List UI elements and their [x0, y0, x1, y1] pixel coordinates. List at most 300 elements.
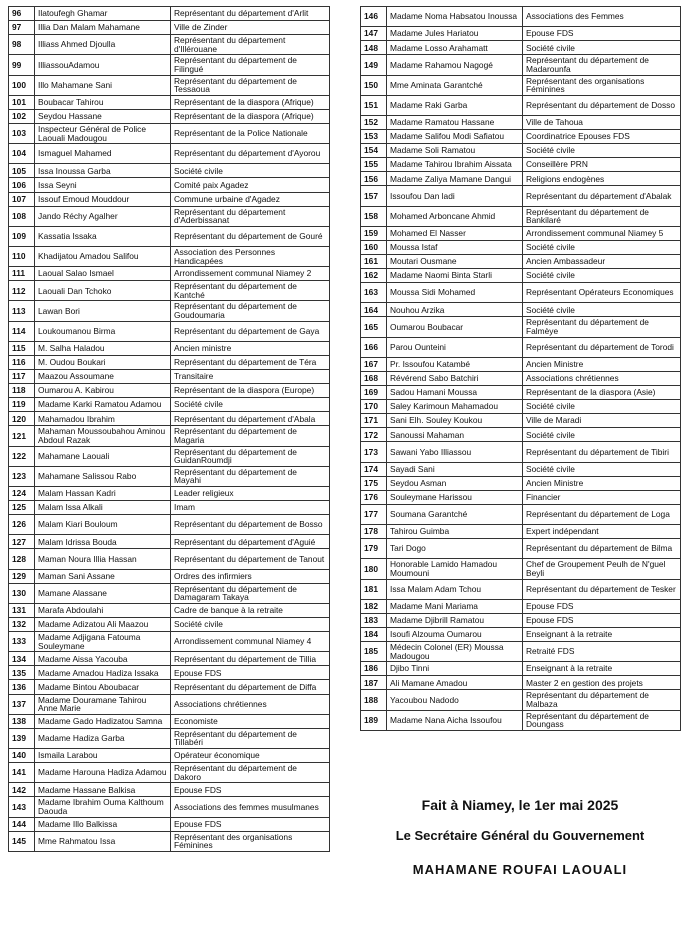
row-number: 118 [9, 384, 35, 398]
member-role: Epouse FDS [171, 783, 330, 797]
place-and-date: Fait à Niamey, le 1er mai 2025 [421, 797, 619, 813]
member-name: Laouali Dan Tchoko [35, 281, 171, 301]
member-role: Représentant du département de GuidanRoumdji [171, 446, 330, 466]
table-row [9, 749, 330, 763]
row-number: 105 [9, 164, 35, 178]
member-name: Mahamane Salissou Rabo [35, 466, 171, 486]
member-role: Représentant du département de Madarounfa [523, 55, 681, 75]
left-members-table [8, 6, 330, 852]
member-name: Illia Dan Malam Mahamane [35, 21, 171, 35]
member-name: Madame Ibrahim Ouma Kalthoum Daouda [35, 797, 171, 817]
table-row [361, 357, 681, 371]
table-row [9, 412, 330, 426]
table-row [9, 632, 330, 652]
row-number: 159 [361, 226, 387, 240]
member-name: Madame Tahirou Ibrahim Aissata [387, 158, 523, 172]
member-role: Représentant du département d'Aderbissanat [171, 206, 330, 226]
member-name: Tari Dogo [387, 539, 523, 559]
row-number: 165 [361, 317, 387, 337]
table-row [9, 728, 330, 748]
row-number: 184 [361, 627, 387, 641]
member-role: Retraité FDS [523, 641, 681, 661]
member-name: Mahaman Moussoubahou Aminou Abdoul Razak [35, 426, 171, 446]
table-row [9, 384, 330, 398]
member-role: Epouse FDS [171, 666, 330, 680]
row-number: 140 [9, 749, 35, 763]
row-number: 166 [361, 337, 387, 357]
table-row [361, 283, 681, 303]
table-row [9, 763, 330, 783]
row-number: 180 [361, 559, 387, 579]
member-role: Enseignant à la retraite [523, 662, 681, 676]
member-role: Conseillère PRN [523, 158, 681, 172]
right-table-body [361, 7, 681, 731]
table-row [9, 535, 330, 549]
row-number: 108 [9, 206, 35, 226]
table-row [361, 641, 681, 661]
member-role: Société civile [523, 303, 681, 317]
member-role: Représentant du département d'Abalak [523, 186, 681, 206]
row-number: 144 [9, 817, 35, 831]
row-number: 120 [9, 412, 35, 426]
row-number: 161 [361, 254, 387, 268]
row-number: 176 [361, 490, 387, 504]
row-number: 181 [361, 579, 387, 599]
member-role: Représentant de la diaspora (Europe) [171, 384, 330, 398]
member-role: Ancien Ministre [523, 476, 681, 490]
table-row [9, 206, 330, 226]
member-name: Madame Zaliya Mamane Dangui [387, 172, 523, 186]
table-row [9, 466, 330, 486]
member-role: Représentant du département de Tillabéri [171, 728, 330, 748]
member-name: Issoufou Dan ladi [387, 186, 523, 206]
member-name: Madame Nana Aicha Issoufou [387, 710, 523, 730]
member-name: Révérend Sabo Batchiri [387, 371, 523, 385]
table-row [9, 797, 330, 817]
member-role: Représentant du département d'Aguié [171, 535, 330, 549]
table-row [9, 652, 330, 666]
row-number: 112 [9, 281, 35, 301]
member-role: Leader religieux [171, 486, 330, 500]
member-name: Moussa Istaf [387, 240, 523, 254]
member-role: Comité paix Agadez [171, 178, 330, 192]
member-role: Ancien Ambassadeur [523, 254, 681, 268]
table-row [361, 115, 681, 129]
table-row [9, 55, 330, 75]
table-row [9, 680, 330, 694]
member-name: Madame Bintou Aboubacar [35, 680, 171, 694]
row-number: 119 [9, 398, 35, 412]
row-number: 135 [9, 666, 35, 680]
member-name: Madame Karki Ramatou Adamou [35, 398, 171, 412]
member-role: Société civile [171, 617, 330, 631]
row-number: 185 [361, 641, 387, 661]
row-number: 182 [361, 599, 387, 613]
member-role: Société civile [523, 269, 681, 283]
member-name: Sawani Yabo Illiassou [387, 442, 523, 462]
member-name: Nouhou Arzika [387, 303, 523, 317]
member-role: Ville de Zinder [171, 21, 330, 35]
row-number: 170 [361, 400, 387, 414]
row-number: 142 [9, 783, 35, 797]
table-row [9, 301, 330, 321]
member-name: Parou Ounteini [387, 337, 523, 357]
row-number: 153 [361, 130, 387, 144]
table-row [361, 662, 681, 676]
row-number: 127 [9, 535, 35, 549]
table-row [9, 486, 330, 500]
table-row [361, 386, 681, 400]
table-row [9, 75, 330, 95]
row-number: 98 [9, 35, 35, 55]
member-role: Représentant du département de Téra [171, 355, 330, 369]
member-role: Arrondissement communal Niamey 4 [171, 632, 330, 652]
row-number: 173 [361, 442, 387, 462]
member-name: Mohamed El Nasser [387, 226, 523, 240]
member-role: Ordres des infirmiers [171, 569, 330, 583]
member-role: Epouse FDS [523, 27, 681, 41]
member-role: Enseignant à la retraite [523, 627, 681, 641]
member-role: Arrondissement communal Niamey 2 [171, 267, 330, 281]
member-role: Chef de Groupement Peulh de N'guel Beyli [523, 559, 681, 579]
member-name: Madame Gado Hadizatou Samna [35, 714, 171, 728]
member-name: Madame Aissa Yacouba [35, 652, 171, 666]
member-name: Moutari Ousmane [387, 254, 523, 268]
row-number: 132 [9, 617, 35, 631]
member-name: Malam Issa Alkali [35, 501, 171, 515]
member-role: Représentant de la diaspora (Afrique) [171, 109, 330, 123]
table-row [9, 370, 330, 384]
member-name: Mohamed Arboncane Ahmid [387, 206, 523, 226]
member-name: Maman Sani Assane [35, 569, 171, 583]
table-row [9, 446, 330, 466]
member-role: Société civile [523, 240, 681, 254]
row-number: 97 [9, 21, 35, 35]
member-name: Soumana Garantché [387, 504, 523, 524]
member-name: Madame Soli Ramatou [387, 144, 523, 158]
row-number: 172 [361, 428, 387, 442]
member-role: Représentant du département d'Illérouane [171, 35, 330, 55]
member-name: Mamane Alassane [35, 583, 171, 603]
row-number: 150 [361, 75, 387, 95]
row-number: 103 [9, 123, 35, 143]
member-role: Expert indépendant [523, 525, 681, 539]
member-name: Souleymane Harissou [387, 490, 523, 504]
member-role: Religions endogènes [523, 172, 681, 186]
member-name: Madame Hassane Balkisa [35, 783, 171, 797]
row-number: 148 [361, 41, 387, 55]
row-number: 151 [361, 95, 387, 115]
table-row [9, 694, 330, 714]
row-number: 130 [9, 583, 35, 603]
member-name: Jando Réchy Agalher [35, 206, 171, 226]
table-row [361, 269, 681, 283]
member-role: Ancien Ministre [523, 357, 681, 371]
member-name: M. Oudou Boukari [35, 355, 171, 369]
table-row [9, 583, 330, 603]
table-row [9, 7, 330, 21]
row-number: 102 [9, 109, 35, 123]
row-number: 133 [9, 632, 35, 652]
member-name: Madame Mani Mariama [387, 599, 523, 613]
member-name: Ali Mamane Amadou [387, 676, 523, 690]
member-name: Madame Adjigana Fatouma Souleymane [35, 632, 171, 652]
member-name: Saley Karimoun Mahamadou [387, 400, 523, 414]
row-number: 96 [9, 7, 35, 21]
member-role: Représentant du département de Gouré [171, 226, 330, 246]
member-role: Représentant du département de Tillia [171, 652, 330, 666]
row-number: 123 [9, 466, 35, 486]
row-number: 113 [9, 301, 35, 321]
member-role: Associations chrétiennes [171, 694, 330, 714]
table-row [361, 476, 681, 490]
table-row [9, 355, 330, 369]
row-number: 149 [361, 55, 387, 75]
member-name: Issa Inoussa Garba [35, 164, 171, 178]
row-number: 145 [9, 831, 35, 851]
table-row [9, 714, 330, 728]
row-number: 139 [9, 728, 35, 748]
member-role: Représentant du département de Tanout [171, 549, 330, 569]
row-number: 183 [361, 613, 387, 627]
member-name: Madame Hadiza Garba [35, 728, 171, 748]
member-role: Ancien ministre [171, 341, 330, 355]
row-number: 177 [361, 504, 387, 524]
table-row [361, 41, 681, 55]
row-number: 147 [361, 27, 387, 41]
member-name: Madame Ramatou Hassane [387, 115, 523, 129]
member-role: Cadre de banque à la retraite [171, 603, 330, 617]
member-name: Sayadi Sani [387, 462, 523, 476]
member-name: Sadou Hamani Moussa [387, 386, 523, 400]
table-row [361, 337, 681, 357]
table-row [9, 831, 330, 851]
table-row [9, 321, 330, 341]
member-name: Madame Djibrill Ramatou [387, 613, 523, 627]
table-row [361, 158, 681, 172]
table-row [361, 599, 681, 613]
row-number: 167 [361, 357, 387, 371]
member-role: Société civile [171, 164, 330, 178]
left-table-body [9, 7, 330, 852]
member-role: Epouse FDS [523, 599, 681, 613]
row-number: 128 [9, 549, 35, 569]
table-row [361, 55, 681, 75]
row-number: 156 [361, 172, 387, 186]
row-number: 136 [9, 680, 35, 694]
table-row [9, 178, 330, 192]
row-number: 109 [9, 226, 35, 246]
row-number: 189 [361, 710, 387, 730]
row-number: 154 [361, 144, 387, 158]
table-row [9, 666, 330, 680]
member-name: Mahamane Laouali [35, 446, 171, 466]
row-number: 101 [9, 95, 35, 109]
member-role: Opérateur économique [171, 749, 330, 763]
member-role: Société civile [523, 400, 681, 414]
member-name: Madame Harouna Hadiza Adamou [35, 763, 171, 783]
member-role: Ville de Tahoua [523, 115, 681, 129]
member-role: Représentant de la Police Nationale [171, 123, 330, 143]
table-row [9, 341, 330, 355]
member-name: Madame Rahamou Nagogé [387, 55, 523, 75]
table-row [9, 192, 330, 206]
row-number: 134 [9, 652, 35, 666]
member-name: Madame Noma Habsatou Inoussa [387, 7, 523, 27]
table-row [9, 21, 330, 35]
member-role: Représentant du département de Bosso [171, 515, 330, 535]
member-role: Représentant du département de Dakoro [171, 763, 330, 783]
member-role: Représentant du département d'Arlit [171, 7, 330, 21]
row-number: 146 [361, 7, 387, 27]
member-name: Pr. Issoufou Katambé [387, 357, 523, 371]
member-role: Représentant du département d'Ayorou [171, 144, 330, 164]
member-role: Représentant du département de Bankilaré [523, 206, 681, 226]
member-role: Représentant du département de Doungass [523, 710, 681, 730]
member-name: Madame Naomi Binta Starli [387, 269, 523, 283]
row-number: 188 [361, 690, 387, 710]
member-role: Transitaire [171, 370, 330, 384]
table-row [361, 462, 681, 476]
member-name: Yacoubou Nadodo [387, 690, 523, 710]
member-name: Mahamadou Ibrahim [35, 412, 171, 426]
member-role: Société civile [523, 144, 681, 158]
table-row [361, 303, 681, 317]
member-name: Loukoumanou Birma [35, 321, 171, 341]
member-role: Associations chrétiennes [523, 371, 681, 385]
table-row [9, 123, 330, 143]
member-role: Master 2 en gestion des projets [523, 676, 681, 690]
signer-title: Le Secrétaire Général du Gouvernement [395, 828, 645, 843]
member-name: Madame Raki Garba [387, 95, 523, 115]
table-row [361, 428, 681, 442]
member-name: Khadijatou Amadou Salifou [35, 246, 171, 266]
member-name: Issouf Emoud Mouddour [35, 192, 171, 206]
member-role: Coordinatrice Epouses FDS [523, 130, 681, 144]
member-role: Représentant du département de Goudoumaria [171, 301, 330, 321]
row-number: 99 [9, 55, 35, 75]
row-number: 104 [9, 144, 35, 164]
table-row [9, 603, 330, 617]
table-row [361, 539, 681, 559]
table-row [361, 95, 681, 115]
table-row [361, 525, 681, 539]
row-number: 152 [361, 115, 387, 129]
row-number: 125 [9, 501, 35, 515]
table-row [9, 109, 330, 123]
member-role: Société civile [523, 41, 681, 55]
row-number: 100 [9, 75, 35, 95]
signer-name: MAHAMANE ROUFAI LAOUALI [412, 862, 628, 877]
member-role: Représentant du département de Bilma [523, 539, 681, 559]
table-row [361, 317, 681, 337]
member-role: Association des Personnes Handicapées [171, 246, 330, 266]
table-row [361, 490, 681, 504]
row-number: 137 [9, 694, 35, 714]
member-name: IlliassouAdamou [35, 55, 171, 75]
row-number: 179 [361, 539, 387, 559]
table-row [361, 690, 681, 710]
table-row [9, 515, 330, 535]
member-role: Représentant du département de Gaya [171, 321, 330, 341]
table-row [361, 414, 681, 428]
table-row [9, 35, 330, 55]
member-name: Madame Jules Hariatou [387, 27, 523, 41]
member-role: Représentant de la diaspora (Asie) [523, 386, 681, 400]
member-role: Représentant des organisations Féminines [171, 831, 330, 851]
row-number: 124 [9, 486, 35, 500]
row-number: 126 [9, 515, 35, 535]
row-number: 174 [361, 462, 387, 476]
table-row [9, 549, 330, 569]
table-row [361, 613, 681, 627]
table-row [9, 569, 330, 583]
row-number: 164 [361, 303, 387, 317]
table-row [361, 627, 681, 641]
member-name: Maman Noura Illia Hassan [35, 549, 171, 569]
member-role: Représentant du département d'Abala [171, 412, 330, 426]
member-name: Ilatoufegh Ghamar [35, 7, 171, 21]
member-name: Madame Salifou Modi Safiatou [387, 130, 523, 144]
table-row [9, 426, 330, 446]
row-number: 157 [361, 186, 387, 206]
member-role: Représentant du département de Damagaram Takaya [171, 583, 330, 603]
row-number: 163 [361, 283, 387, 303]
member-role: Représentant du département de Dosso [523, 95, 681, 115]
member-name: Maazou Assoumane [35, 370, 171, 384]
table-row [9, 226, 330, 246]
table-row [361, 144, 681, 158]
member-role: Représentant du département de Torodi [523, 337, 681, 357]
row-number: 106 [9, 178, 35, 192]
table-row [9, 398, 330, 412]
row-number: 141 [9, 763, 35, 783]
row-number: 129 [9, 569, 35, 583]
row-number: 155 [361, 158, 387, 172]
table-row [361, 710, 681, 730]
row-number: 187 [361, 676, 387, 690]
member-name: Sani Elh. Souley Koukou [387, 414, 523, 428]
member-role: Associations des Femmes [523, 7, 681, 27]
row-number: 117 [9, 370, 35, 384]
member-name: Sanoussi Mahaman [387, 428, 523, 442]
table-row [361, 172, 681, 186]
member-name: Malam Kiari Bouloum [35, 515, 171, 535]
member-role: Représentant du département de Tessaoua [171, 75, 330, 95]
table-row [361, 254, 681, 268]
member-name: Ismaila Larabou [35, 749, 171, 763]
member-name: Ismaguel Mahamed [35, 144, 171, 164]
member-name: Illo Mahamane Sani [35, 75, 171, 95]
table-row [361, 130, 681, 144]
member-name: Médecin Colonel (ER) Moussa Madougou [387, 641, 523, 661]
member-role: Economiste [171, 714, 330, 728]
member-name: Moussa Sidi Mohamed [387, 283, 523, 303]
member-role: Commune urbaine d'Agadez [171, 192, 330, 206]
table-row [9, 95, 330, 109]
member-role: Représentant du département de Malbaza [523, 690, 681, 710]
row-number: 115 [9, 341, 35, 355]
table-row [361, 240, 681, 254]
member-role: Représentant du département de Filingué [171, 55, 330, 75]
row-number: 168 [361, 371, 387, 385]
table-row [361, 186, 681, 206]
row-number: 107 [9, 192, 35, 206]
member-role: Epouse FDS [171, 817, 330, 831]
table-row [361, 206, 681, 226]
member-name: M. Salha Haladou [35, 341, 171, 355]
member-name: Lawan Bori [35, 301, 171, 321]
